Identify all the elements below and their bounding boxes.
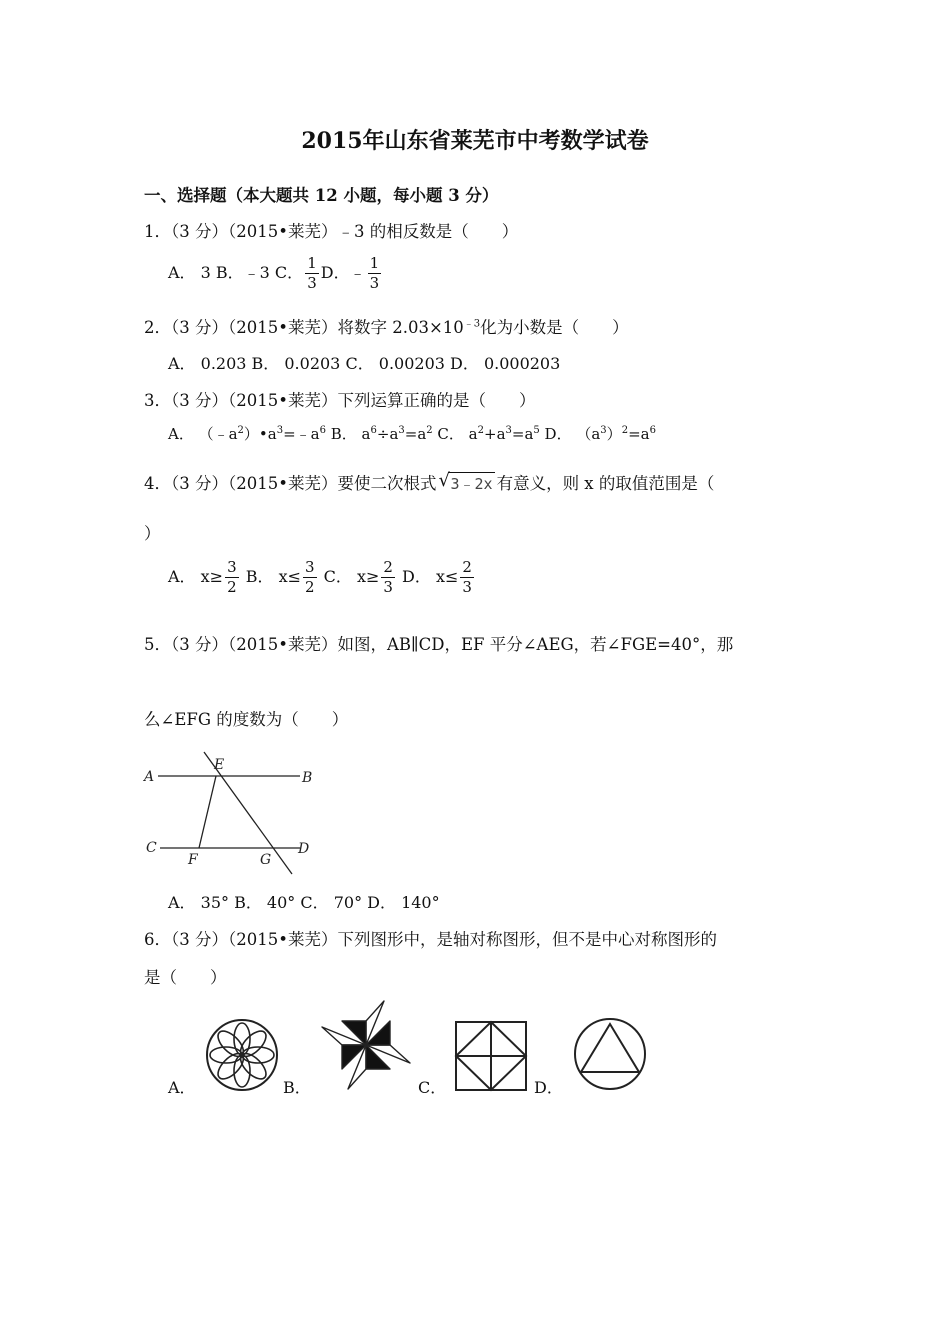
label-c: C (146, 840, 157, 856)
question-5-options: A． 35° B． 40° C． 70° D． 140° (168, 893, 440, 912)
label-e: E (214, 757, 225, 773)
label-d: D (298, 841, 310, 857)
q6-label-b: B． (283, 1078, 311, 1097)
question-3-stem: 3．（3 分）（2015•莱芜）下列运算正确的是（ ） (144, 391, 536, 410)
question-4-stem-close: ） (144, 524, 161, 543)
pinwheel-figure (318, 997, 414, 1093)
q1-option-c-fraction: $\frac{1}{3}$ (307, 254, 317, 292)
question-6-stem-line2: 是（ ） (144, 968, 227, 987)
question-5-stem-line1: 5．（3 分）（2015•莱芜）如图，AB∥CD，EF 平分∠AEG，若∠FGE=40°，那 (144, 635, 734, 654)
page-title: 2015年山东省莱芜市中考数学试卷 (301, 128, 649, 154)
question-5-stem-line2: 么∠EFG 的度数为（ ） (144, 710, 349, 729)
question-6-stem-line1: 6．（3 分）（2015•莱芜）下列图形中，是轴对称图形，但不是中心对称图形的 (144, 930, 717, 949)
q1-option-d-label: D．﹣ (320, 263, 366, 282)
label-g: G (260, 852, 272, 868)
q6-label-a: A． (168, 1078, 196, 1097)
question-1-stem: 1．（3 分）（2015•莱芜）﹣3 的相反数是（ ） (144, 222, 519, 241)
q1-option-d-fraction: $\frac{1}{3}$ (369, 254, 380, 292)
q1-option-a-b: A． 3 B．﹣3 C． (168, 263, 304, 282)
label-f: F (188, 852, 198, 868)
label-b: B (302, 770, 313, 786)
question-4-options: A． x≥ $\frac{3}{2}$ B． x≤ $\frac{3}{2}$ C． x≥ $\frac{2}{3}$ D． x≤ $\frac{2}{3}$ (168, 558, 472, 596)
question-4-stem: 4．（3 分）（2015•莱芜）要使二次根式 √ 3﹣2x 有意义，则 x 的取值范围是（ (144, 470, 715, 493)
circle-triangle-figure (572, 1016, 648, 1092)
radical-expression: √ 3﹣2x (438, 470, 493, 493)
label-a: A (144, 769, 155, 785)
question-2-options: A． 0.203 B． 0.0203 C． 0.00203 D． 0.000203 (168, 354, 561, 373)
question-3-options: A． $(﹣a^2)•a^3=﹣a^6$ B． $a^6\div a^3=a^2$ C． $a^2+a^3=a^5$ D． $(a^3)^2=a^6$ (168, 425, 656, 443)
flower-circle-figure (204, 1017, 280, 1093)
segment-ef (199, 776, 216, 848)
question-2-stem: 2．（3 分）（2015•莱芜）将数字 $2.03\times 10^{﹣3}$化为小数是（ ） (144, 318, 629, 337)
q6-label-c: C． (418, 1078, 447, 1097)
question-1-options (168, 256, 383, 291)
square-diamond-figure (454, 1020, 528, 1092)
section-heading: 一、选择题（本大题共 12 小题，每小题 3 分） (144, 186, 499, 205)
q6-label-d: D． (534, 1078, 563, 1097)
parallel-lines-figure (140, 748, 325, 878)
